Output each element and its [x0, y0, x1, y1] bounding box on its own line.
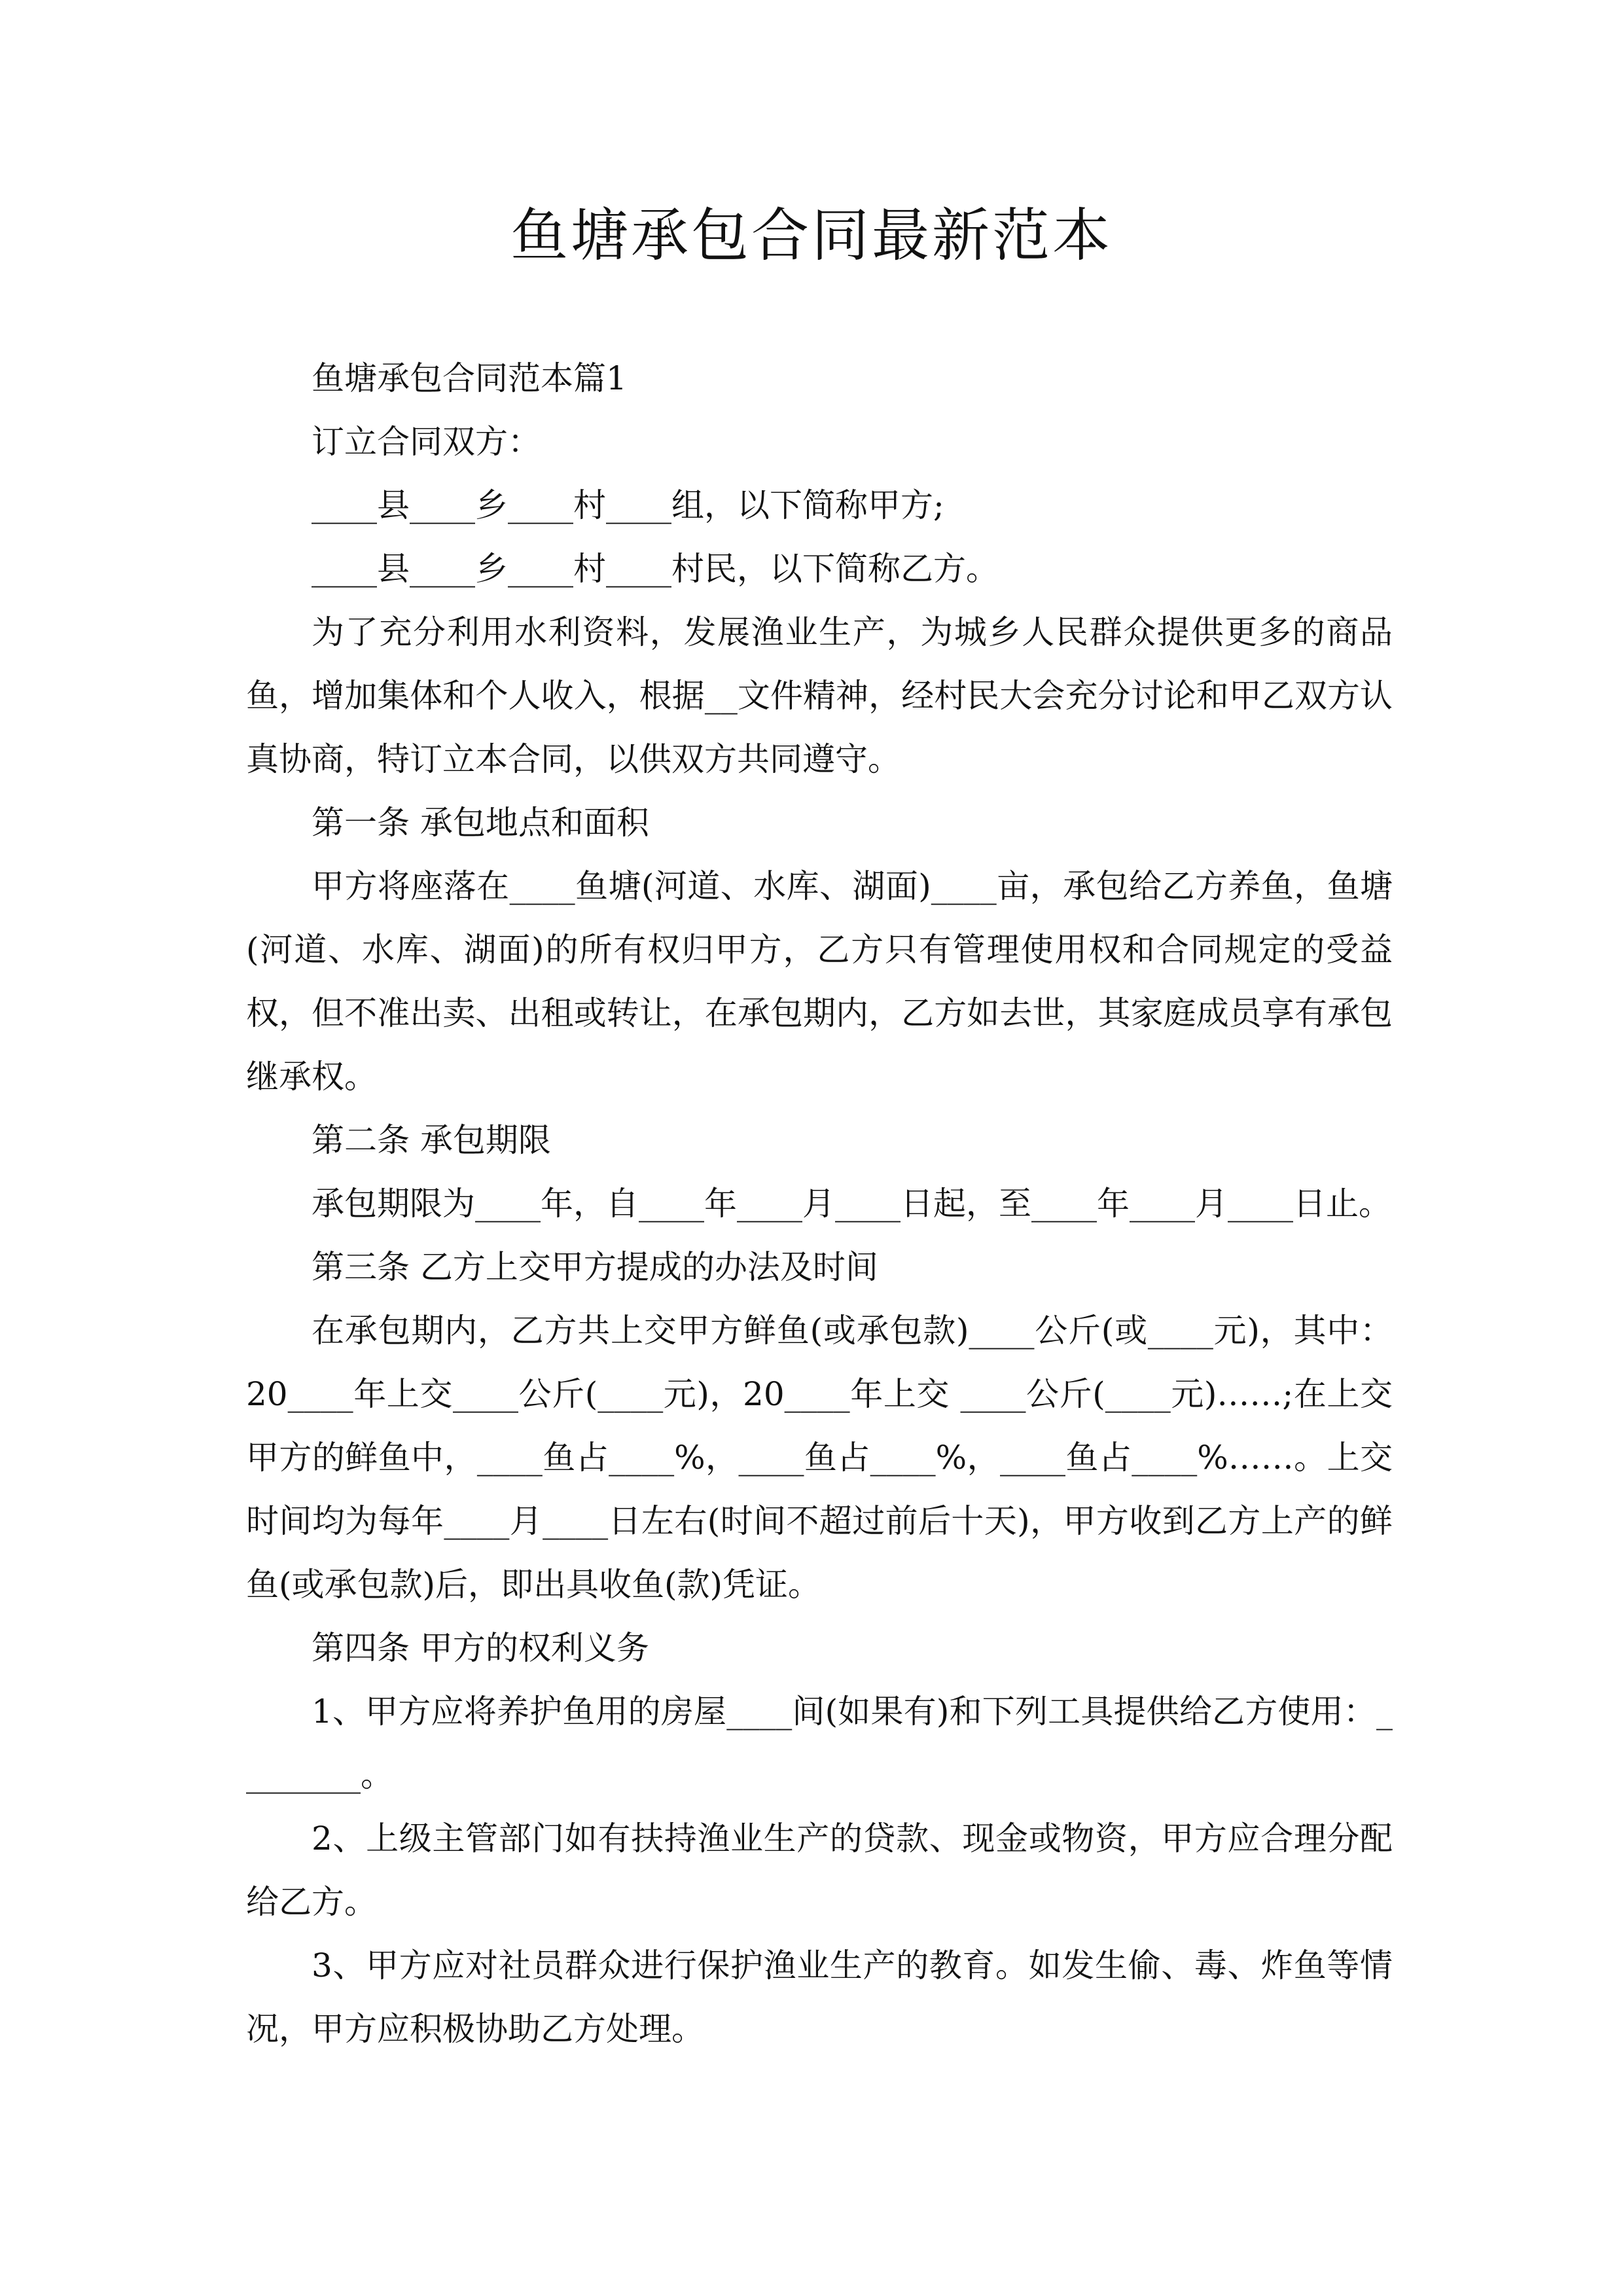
parties-heading: 订立合同双方：: [312, 423, 541, 461]
article-1-heading: 第一条 承包地点和面积: [312, 804, 649, 842]
article-4-item-2: 2、上级主管部门如有扶持渔业生产的贷款、现金或物资，甲方应合理分配给乙方。: [246, 1820, 1393, 1921]
article-3-heading: 第三条 乙方上交甲方提成的办法及时间: [312, 1248, 878, 1286]
party-a-line: ____县____乡____村____组，以下简称甲方;: [312, 486, 944, 524]
article-4-heading: 第四条 甲方的权利义务: [312, 1629, 649, 1667]
section-heading: 鱼塘承包合同范本篇1: [312, 359, 627, 397]
article-3-paragraph: 在承包期内，乙方共上交甲方鲜鱼(或承包款)____公斤(或____元)，其中：20____年上交____公斤(____元)，20____年上交 ____公斤(____元)……;在上交甲方的鲜鱼中，____鱼占____%，____鱼占____%，____鱼占____%……。上交时间均为每年____月____日左右(时间不超过前后十天)，甲方收到乙方上产的鲜鱼(或承包款)后，即出具收鱼(款)凭证。: [246, 1312, 1393, 1604]
article-2-heading: 第二条 承包期限: [312, 1121, 551, 1159]
article-4-item-3: 3、甲方应对社员群众进行保护渔业生产的教育。如发生偷、毒、炸鱼等情况，甲方应积极协助乙方处理。: [246, 1946, 1393, 2048]
article-4-item-1: 1、甲方应将养护鱼用的房屋____间(如果有)和下列工具提供给乙方使用：________。: [246, 1693, 1393, 1794]
preamble-paragraph: 为了充分利用水利资料，发展渔业生产，为城乡人民群众提供更多的商品鱼，增加集体和个人收入，根据__文件精神，经村民大会充分讨论和甲乙双方认真协商，特订立本合同，以供双方共同遵守。: [246, 613, 1393, 778]
document-title: 鱼塘承包合同最新范本: [510, 202, 1113, 269]
party-b-line: ____县____乡____村____村民，以下简称乙方。: [312, 550, 999, 588]
article-1-paragraph: 甲方将座落在____鱼塘(河道、水库、湖面)____亩，承包给乙方养鱼，鱼塘(河道、水库、湖面)的所有权归甲方，乙方只有管理使用权和合同规定的受益权，但不准出卖、出租或转让，在承包期内，乙方如去世，其家庭成员享有承包继承权。: [246, 867, 1393, 1096]
article-2-paragraph: 承包期限为____年，自____年____月____日起，至____年____月____日止。: [312, 1185, 1391, 1223]
document-body: [246, 347, 1393, 2061]
